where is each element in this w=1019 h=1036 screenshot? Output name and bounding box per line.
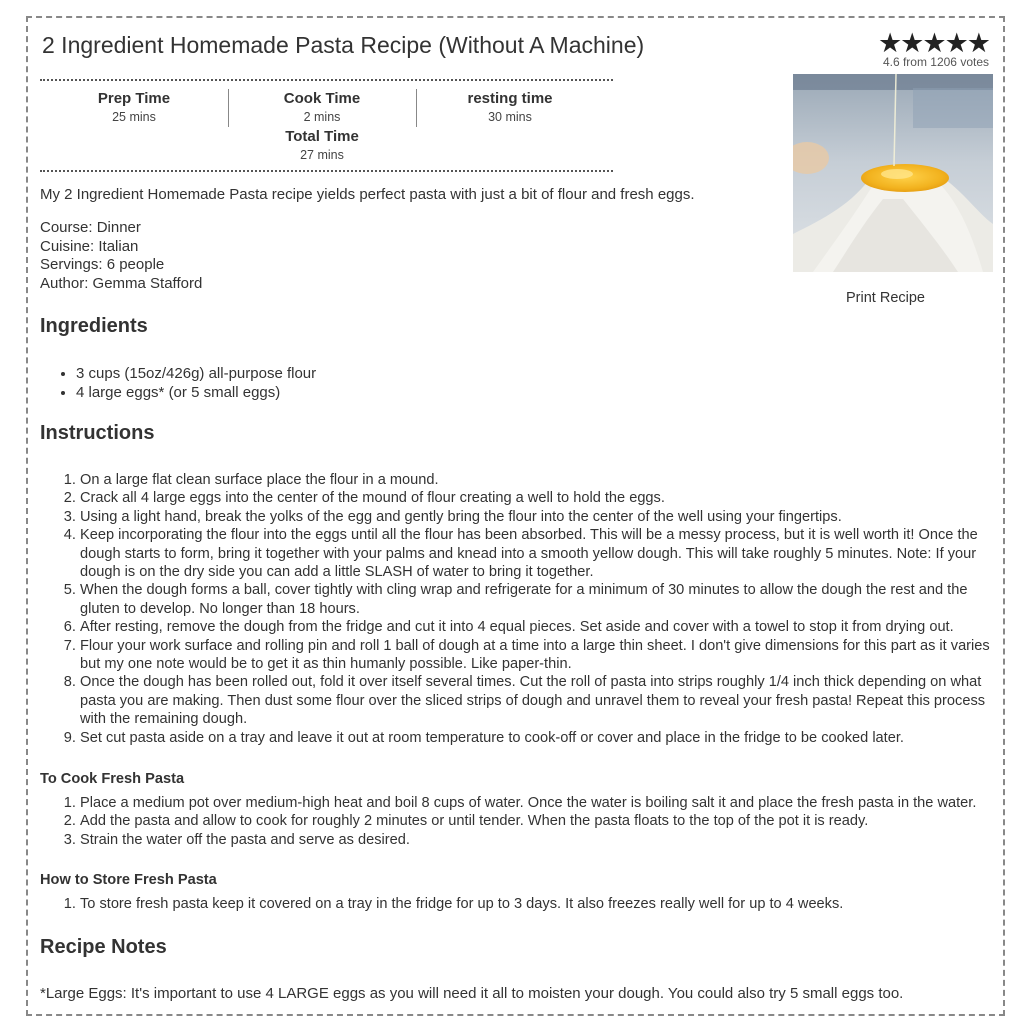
instructions-list	[40, 471, 998, 747]
notes-heading: Recipe Notes	[40, 936, 167, 958]
list-item: 8. Once the dough has been rolled out, fold it over itself several times. Cut the roll of pasta into strips roughly 1/4 inch thick depending on what pasta you are making. Then dust some flour over the sliced strips of dough and unravel them to reveal your fresh pasta! Repeat this process with the remaining dough.	[80, 673, 998, 728]
rating[interactable]	[878, 30, 989, 69]
recipe-photo	[793, 74, 993, 272]
total-time: Total Time 27 mins	[285, 128, 359, 162]
cook-heading: To Cook Fresh Pasta	[40, 771, 185, 787]
recipe-meta	[40, 219, 202, 293]
list-item: 1. To store fresh pasta keep it covered on a tray in the fridge for up to 3 days. It also freezes really well for up to 4 weeks.	[80, 895, 998, 913]
star-rating-icon[interactable]: ★★★★★	[877, 28, 989, 58]
list-item: 1. On a large flat clean surface place the flour in a mound.	[80, 471, 998, 489]
list-item: • 4 large eggs* (or 5 small eggs)	[76, 383, 316, 402]
list-item: 3. Using a light hand, break the yolks of the egg and gently bring the flour into the center of the well using your fingertips.	[80, 508, 998, 526]
list-item: 7. Flour your work surface and rolling pin and roll 1 ball of dough at a time into a large thin sheet. I don't give dimensions for this part as it varies but my one note would be to get it as thin humanly possible. Like paper-thin.	[80, 637, 998, 674]
resting-time: resting time 30 mins	[467, 90, 553, 124]
print-recipe-button[interactable]: Print Recipe	[846, 290, 925, 306]
list-item: 6. After resting, remove the dough from the fridge and cut it into 4 equal pieces. Set aside and cover with a towel to stop it from drying out.	[80, 618, 998, 636]
list-item: 3. Strain the water off the pasta and serve as desired.	[80, 831, 998, 849]
prep-time: Prep Time 25 mins	[97, 90, 171, 124]
recipe-title: 2 Ingredient Homemade Pasta Recipe (Without A Machine)	[42, 32, 645, 58]
cuisine: Cuisine: Italian	[40, 237, 139, 255]
recipe-summary: My 2 Ingredient Homemade Pasta recipe yields perfect pasta with just a bit of flour and fresh eggs.	[40, 186, 695, 203]
recipe-times	[40, 79, 613, 172]
list-item: 1. Place a medium pot over medium-high heat and boil 8 cups of water. Once the water is boiling salt it and place the fresh pasta in the water.	[80, 794, 998, 812]
list-item: • 3 cups (15oz/426g) all-purpose flour	[76, 364, 316, 383]
list-item: 2. Crack all 4 large eggs into the center of the mound of flour creating a well to hold the eggs.	[80, 489, 998, 507]
list-item: 4. Keep incorporating the flour into the eggs until all the flour has been absorbed. This will be a messy process, but it is well worth it! Once the dough starts to form, bring it together with your palms and knead into a smooth yellow dough. This will take roughly 5 minutes. Note: If your dough is on the dry side you can add a little SLASH of water to bring it together.	[80, 526, 998, 581]
list-item: 2. Add the pasta and allow to cook for roughly 2 minutes or until tender. When the pasta floats to the top of the pot it is ready.	[80, 812, 998, 830]
recipe-note: *Large Eggs: It's important to use 4 LARGE eggs as you will need it all to moisten your dough. You could also try 5 small eggs too.	[40, 985, 904, 1002]
instructions-heading: Instructions	[40, 422, 155, 444]
list-item: 9. Set cut pasta aside on a tray and leave it out at room temperature to cook-off or cover and place in the fridge to be cooked later.	[80, 729, 998, 747]
servings: Servings: 6 people	[40, 256, 165, 273]
list-item: 5. When the dough forms a ball, cover tightly with cling wrap and refrigerate for a minimum of 30 minutes to allow the dough the rest and the gluten to develop. No longer than 18 hours.	[80, 581, 998, 618]
course: Course: Dinner	[40, 219, 141, 236]
pasta-flour-egg-image	[793, 74, 993, 272]
store-heading: How to Store Fresh Pasta	[40, 872, 217, 888]
store-steps-list	[40, 895, 998, 913]
recipe-card	[26, 16, 1005, 1016]
cook-time: Cook Time 2 mins	[283, 90, 361, 124]
ingredients-heading: Ingredients	[40, 315, 148, 337]
author: Author: Gemma Stafford	[40, 274, 203, 292]
cook-steps-list	[40, 794, 998, 849]
rating-votes: 4.6 from 1206 votes	[882, 55, 989, 69]
ingredients-list	[58, 364, 316, 402]
